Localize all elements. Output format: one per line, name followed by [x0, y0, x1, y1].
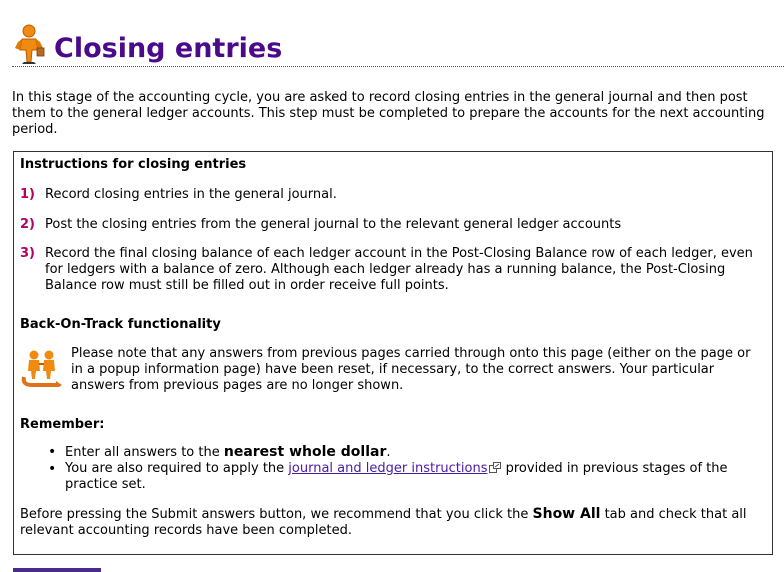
intro-text: In this stage of the accounting cycle, you are asked to record closing entries in the general journal and then post them to the general ledger accounts. This step must be completed to prepare the accounts for the next accounting period. — [12, 90, 765, 137]
instruction-step — [20, 246, 760, 294]
step-text: Post the closing entries from the general journal to the relevant general ledger accounts — [45, 217, 622, 232]
step-text: Record closing entries in the general journal. — [45, 187, 337, 202]
remember-heading: Remember: — [20, 417, 105, 432]
remember-item-text: Enter all answers to the — [65, 445, 224, 460]
nearest-whole-dollar-text: nearest whole dollar — [223, 444, 387, 460]
step-number: 1) — [20, 187, 35, 202]
external-link-icon[interactable] — [489, 462, 501, 473]
person-running-icon — [12, 24, 46, 64]
show-all-text: Show All — [532, 506, 601, 522]
list-item: • Enter all answers to the nearest whole dollar. — [48, 444, 391, 460]
back-on-track-icon — [20, 347, 64, 387]
page-title: Closing entries — [54, 33, 283, 64]
instruction-step — [20, 217, 760, 233]
step-number: 3) — [20, 246, 35, 261]
page-header — [12, 22, 784, 67]
instructions-heading: Instructions for closing entries — [20, 157, 247, 172]
instructions-box — [13, 151, 773, 555]
back-on-track-heading: Back-On-Track functionality — [20, 317, 221, 332]
remember-item-text: You are also required to apply the — [65, 461, 289, 476]
footer-bar — [13, 568, 101, 572]
journal-ledger-instructions-link[interactable]: journal and ledger instructions — [288, 461, 488, 476]
step-number: 2) — [20, 217, 35, 232]
back-on-track-text: Please note that any answers from previous pages carried through onto this page (either on the page or in a popup information page) have been reset, if necessary, to the correct answers. Your particular answers from previous pages are no longer shown. — [71, 346, 751, 393]
step-text: Record the final closing balance of each ledger account in the Post-Closing Balance row of each ledger, even for ledgers with a balance of zero. Although each ledger already has a running balance, the Post-Closing Balance row must still be filled out in order receive full points. — [45, 246, 753, 293]
closing-note: Before pressing the Submit answers button, we recommend that you click the Show All tab and check that all relevant accounting records have been completed. — [20, 506, 747, 538]
list-item: • You are also required to apply the journal and ledger instructions provided in previous stages of the practice set. — [48, 461, 728, 492]
remember-list — [20, 444, 760, 493]
instruction-step — [20, 187, 760, 203]
